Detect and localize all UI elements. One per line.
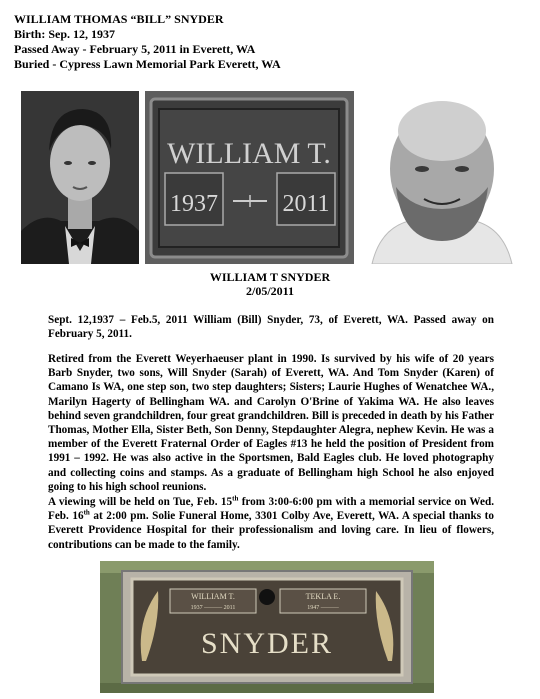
paragraph-biography: Retired from the Everett Weyerhaeuser plant in 1990. Is survived by his wife of 20 years Barb Snyder, two sons, Will Snyder (Sarah) of Everett, WA. And Tom Snyder (Karen) of Camano Is WA, one step son, two step daughters; Sisters; Laurie Hughes of Wenatchee WA., Marilyn Hagerty of Bellingham WA. and Carolyn O'Brine of Yakima WA. He also leaves behind seven grandchildren, four great grandchildren. Bill is preceded in death by his Father Thomas, Mother Ella, Sister Beth, Son Denny, Stepdaughter Alegra, nephew Kevin. He was a member of the Everett Fraternal Order of Eagles #13 he held the position of President from 1991 – 1992. He was also active in the Sportsmen, Bald Eagles club. He loved photography and collecting coins and stamps. As a graduate of Bellingham high School he also enjoyed going to his high school reunions. [48, 353, 494, 493]
vase-hole-icon [259, 589, 275, 605]
plaque-name: WILLIAM T. [167, 137, 331, 170]
service-text-1: A viewing will be held on Tue, Feb. 15 [48, 496, 233, 508]
headstone-right-years: 1947 ——— [307, 605, 339, 611]
plaque-death-year: 2011 [282, 191, 330, 217]
paragraph-dates: Sept. 12,1937 – Feb.5, 2011 William (Bill) Snyder, 73, of Everett, WA. Passed away on February 5, 2011. [48, 314, 494, 341]
service-text-3: at 2:00 pm. Solie Funeral Home, 3301 Colby Ave, Everett, WA. A special thanks to Everett Providence Hospital for their professionalism and loving care. In lieu of flowers, contributions can be made to the family. [48, 510, 494, 551]
service-text-2: from 3:00-6:00 pm with a memorial service on Wed. Feb. 16 [48, 496, 494, 523]
buried-line: Buried - Cypress Lawn Memorial Park Everett, WA [14, 57, 281, 71]
caption-name: WILLIAM T SNYDER [209, 270, 331, 284]
passed-away-line: Passed Away - February 5, 2011 in Everett, WA [14, 42, 256, 56]
young-portrait-photo [21, 91, 139, 264]
headstone-left-years: 1937 ——— 2011 [190, 605, 236, 611]
memorial-plaque-photo [145, 91, 354, 264]
headstone-surname: SNYDER [200, 627, 334, 660]
plaque-birth-year: 1937 [170, 191, 218, 217]
headstone-photo [100, 561, 434, 693]
caption-date: 2/05/2011 [245, 284, 294, 298]
full-name: WILLIAM THOMAS “BILL” SNYDER [14, 12, 224, 26]
headstone-right-name: TEKLA E. [305, 592, 341, 601]
older-portrait-photo [362, 91, 517, 264]
superscript: th [83, 508, 90, 517]
superscript: th [232, 494, 239, 503]
headstone-left-name: WILLIAM T. [191, 592, 235, 601]
birth-line: Birth: Sep. 12, 1937 [14, 27, 116, 41]
obituary-header [14, 12, 281, 72]
paragraph-service [48, 495, 494, 552]
